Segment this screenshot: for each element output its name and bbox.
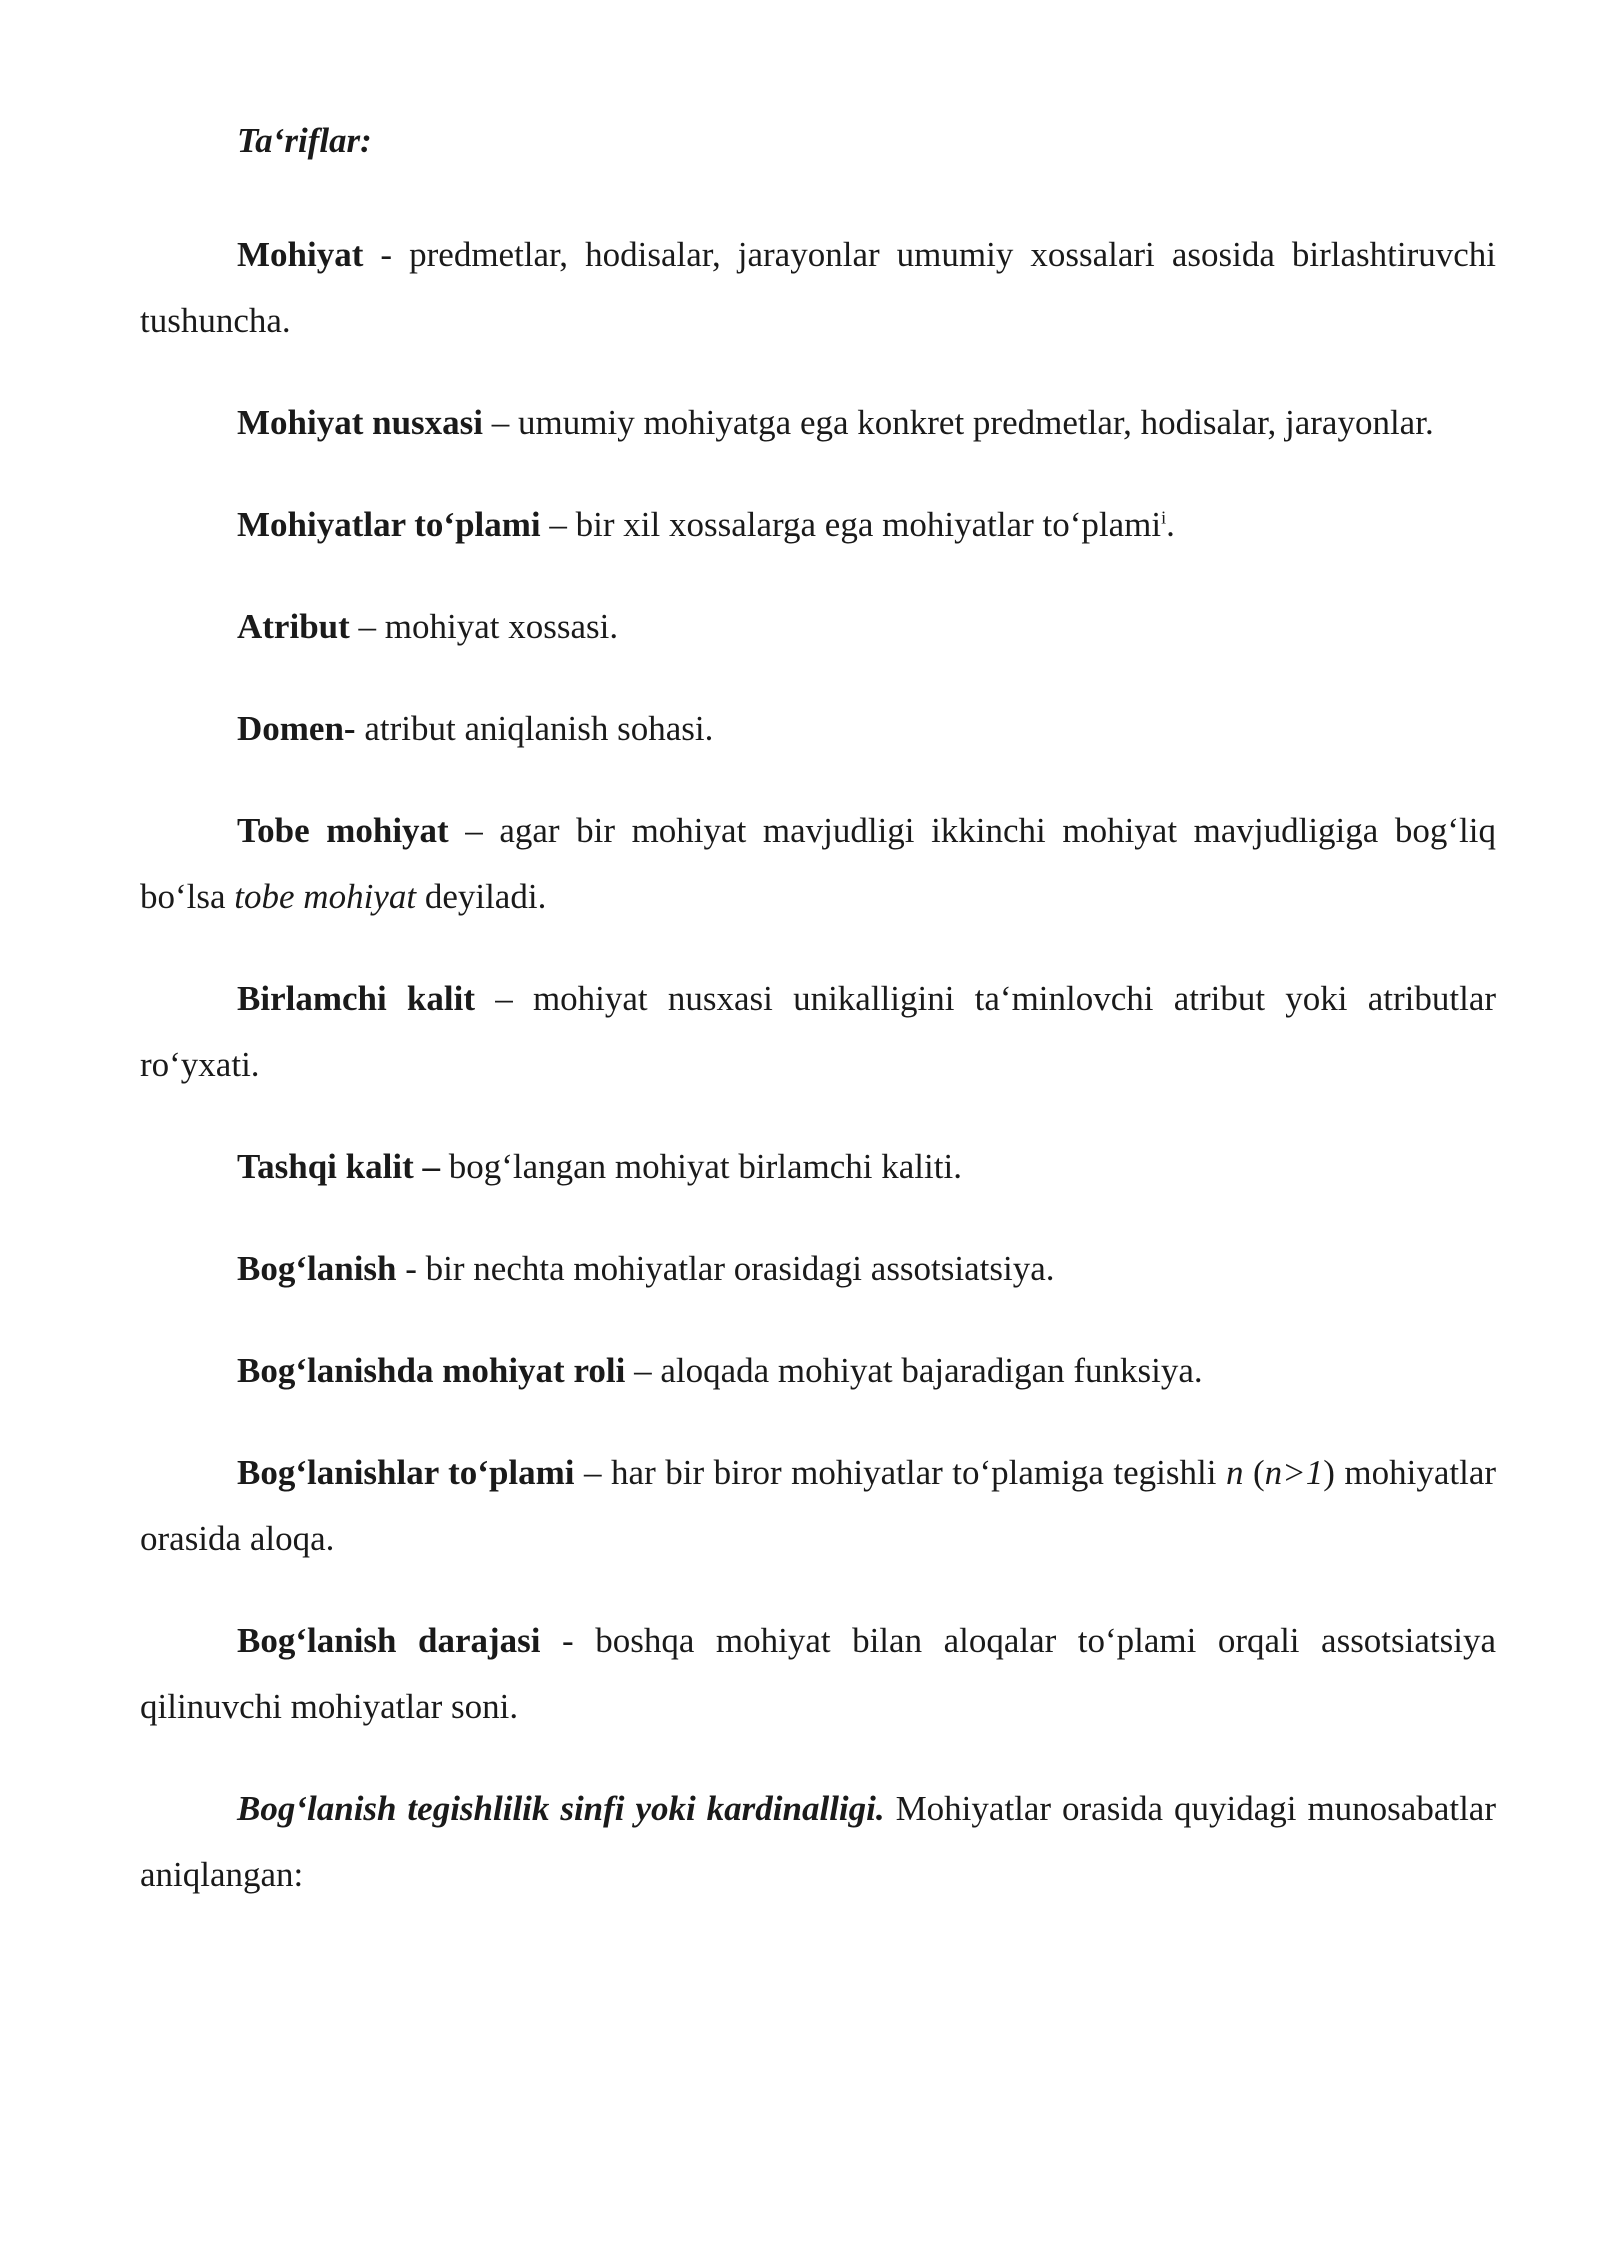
definition-text: Mohiyatlar orasida quyidagi munosabatlar aniqlangan:	[140, 1789, 1496, 1894]
definition-mohiyat: Mohiyat - predmetlar, hodisalar, jarayonlar umumiy xossalari asosida birlashtiruvchi tushuncha.	[140, 235, 1497, 340]
definition-term: Bog‘lanishlar to‘plami	[237, 1453, 575, 1492]
document-page	[140, 108, 1496, 1944]
footnote-marker[interactable]: i	[1161, 507, 1167, 528]
definition-term: Birlamchi kalit	[237, 979, 475, 1018]
definition-text: aloqada mohiyat bajaradigan funksiya.	[660, 1351, 1203, 1390]
definition-term: Tobe mohiyat	[237, 811, 449, 850]
definition-text: har bir biror mohiyatlar to‘plamiga tegishli	[611, 1453, 1226, 1492]
definition-term: Bog‘lanish	[237, 1249, 397, 1288]
definition-text: umumiy mohiyatga ega konkret predmetlar, hodisalar, jarayonlar.	[518, 403, 1434, 442]
definition-italic: n	[1225, 1453, 1244, 1492]
definition-text: predmetlar, hodisalar, jarayonlar umumiy xossalari asosida birlashtiruvchi tushuncha.	[140, 235, 1497, 340]
definition-boglanish-darajasi: Bog‘lanish darajasi - boshqa mohiyat bilan aloqalar to‘plami orqali assotsiatsiya qilinuvchi mohiyatlar soni.	[140, 1621, 1497, 1726]
definition-text: bog‘langan mohiyat birlamchi kaliti.	[448, 1147, 962, 1186]
definition-birlamchi-kalit: Birlamchi kalit – mohiyat nusxasi unikalligini ta‘minlovchi atribut yoki atributlar ro‘yxati.	[140, 979, 1497, 1084]
definition-domen	[140, 696, 1496, 762]
definition-mohiyat-nusxasi: Mohiyat nusxasi – umumiy mohiyatga ega konkret predmetlar, hodisalar, jarayonlar.	[237, 403, 1434, 442]
definition-term: Bog‘lanish tegishlilik sinfi yoki kardinalligi.	[237, 1789, 885, 1828]
definition-term: Bog‘lanishda mohiyat roli	[237, 1351, 626, 1390]
definition-mohiyatlar-toplami: Mohiyatlar to‘plami – bir xil xossalarga ega mohiyatlar to‘plami$^i$.	[237, 505, 1175, 544]
definition-text: atribut aniqlanish sohasi.	[364, 709, 714, 748]
definition-boglanish: Bog‘lanish - bir nechta mohiyatlar orasidagi assotsiatsiya.	[237, 1249, 1055, 1288]
definition-term: Bog‘lanish darajasi	[237, 1621, 541, 1660]
definition-text: bir xil xossalarga ega mohiyatlar to‘plami	[575, 505, 1162, 544]
definition-boglanishda-mohiyat-roli: Bog‘lanishda mohiyat roli – aloqada mohiyat bajaradigan funksiya.	[237, 1351, 1203, 1390]
definition-tobe-mohiyat: Tobe mohiyat – agar bir mohiyat mavjudligi ikkinchi mohiyat mavjudligiga bog‘liq bo‘lsa tobe mohiyat deyiladi.	[140, 811, 1496, 916]
definition-text: agar bir mohiyat mavjudligi ikkinchi mohiyat mavjudligiga bog‘liq bo‘lsa	[140, 811, 1496, 916]
definition-term: Domen-	[237, 709, 356, 748]
definition-term: Mohiyatlar to‘plami	[237, 505, 541, 544]
definition-text: mohiyat nusxasi unikalligini ta‘minlovchi atribut yoki atributlar ro‘yxati.	[140, 979, 1497, 1084]
definition-term: Tashqi kalit –	[237, 1147, 440, 1186]
definition-tashqi-kalit	[140, 1134, 1496, 1200]
definition-term: Mohiyat nusxasi	[237, 403, 484, 442]
definition-term: Atribut	[237, 607, 350, 646]
definition-text: mohiyat xossasi.	[384, 607, 619, 646]
section-heading: Ta‘riflar:	[237, 121, 372, 160]
definition-italic: tobe mohiyat	[234, 877, 417, 916]
definition-italic: n>1	[1264, 1453, 1324, 1492]
definition-atribut: Atribut – mohiyat xossasi.	[237, 607, 619, 646]
definition-kardinallik	[140, 1776, 1496, 1908]
definition-text: bir nechta mohiyatlar orasidagi assotsiatsiya.	[425, 1249, 1055, 1288]
definition-text: boshqa mohiyat bilan aloqalar to‘plami orqali assotsiatsiya qilinuvchi mohiyatlar soni.	[140, 1621, 1497, 1726]
definition-term: Mohiyat	[237, 235, 364, 274]
definition-boglanishlar-toplami: Bog‘lanishlar to‘plami – har bir biror mohiyatlar to‘plamiga tegishli n (n>1) mohiyatlar orasida aloqa.	[140, 1453, 1497, 1558]
